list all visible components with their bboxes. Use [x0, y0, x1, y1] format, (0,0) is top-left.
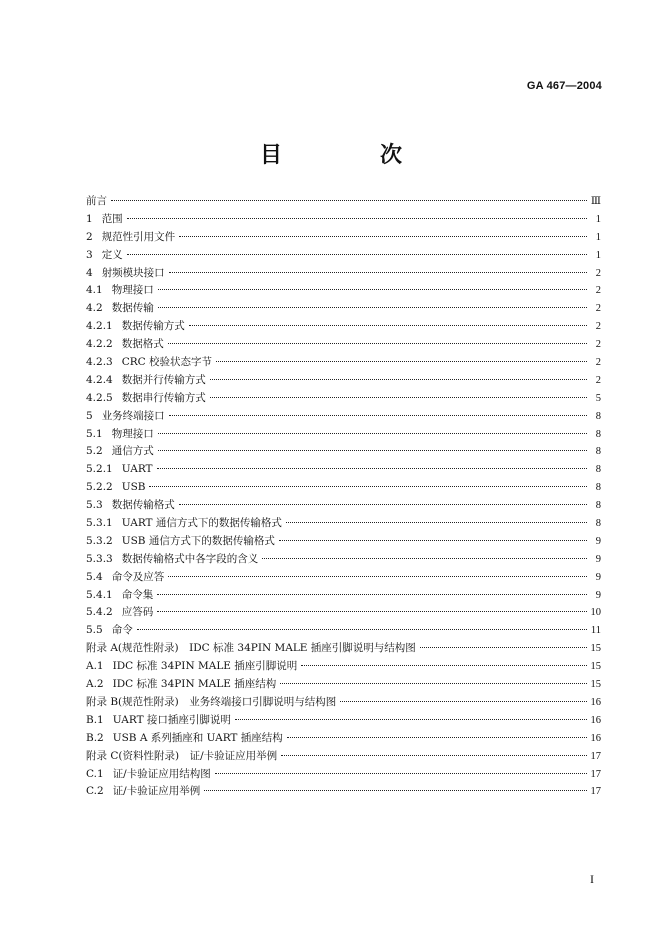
toc-entry[interactable]	[86, 408, 601, 426]
toc-entry-page: 8	[595, 410, 601, 422]
toc-entry-title: IDC 标准 34PIN MALE 插座结构	[112, 678, 277, 691]
toc-entry-page: 17	[590, 768, 601, 780]
dot-leader	[210, 379, 587, 380]
toc-entry-title: USB 通信方式下的数据传输格式	[121, 534, 275, 547]
toc-entry-title: 数据传输格式	[111, 499, 175, 512]
dot-leader	[157, 468, 587, 469]
toc-entry-number: 4.2	[86, 302, 103, 315]
toc-entry-title: 应答码	[121, 606, 154, 619]
toc-entry[interactable]	[86, 712, 601, 730]
toc-entry-page: 15	[590, 643, 601, 655]
toc-entry[interactable]	[86, 247, 601, 265]
toc-entry-number: 5.2.2	[86, 481, 113, 494]
dot-leader	[279, 540, 587, 541]
toc-entry-title: 通信方式	[111, 445, 154, 458]
toc-entry-title: 数据串行传输方式	[121, 391, 206, 404]
dot-leader	[189, 325, 587, 326]
toc-entry-number: A.1	[86, 660, 104, 673]
toc-entry-number: 5.4.1	[86, 588, 113, 601]
dot-leader	[280, 683, 586, 684]
dot-leader	[340, 701, 586, 702]
toc-entry[interactable]	[86, 300, 601, 318]
toc-entry[interactable]	[86, 372, 601, 390]
toc-entry[interactable]	[86, 587, 601, 605]
toc-entry[interactable]	[86, 569, 601, 587]
toc-entry-title: 数据传输格式中各字段的含义	[121, 552, 259, 565]
dot-leader	[281, 755, 586, 756]
dot-leader	[262, 558, 587, 559]
toc-entry-number: 4.1	[86, 284, 103, 297]
toc-entry-number: 5	[86, 409, 93, 422]
toc-entry[interactable]	[86, 497, 601, 515]
toc-entry-page: 17	[590, 786, 601, 798]
dot-leader	[127, 218, 587, 219]
toc-entry-page: 2	[595, 339, 601, 351]
toc-entry[interactable]	[86, 515, 601, 533]
toc-entry-number: 4.2.4	[86, 373, 113, 386]
toc-entry[interactable]	[86, 533, 601, 551]
toc-entry-page: 16	[590, 732, 601, 744]
toc-entry-title: 命令集	[121, 588, 154, 601]
toc-entry[interactable]	[86, 282, 601, 300]
toc-entry-title: 数据传输	[111, 302, 154, 315]
toc-entry-page: 15	[590, 679, 601, 691]
toc-entry-page: 2	[595, 285, 601, 297]
toc-entry-number: 5.3.2	[86, 534, 113, 547]
dot-leader	[137, 629, 587, 630]
toc-entry-page: 1	[595, 249, 601, 261]
dot-leader	[215, 773, 587, 774]
toc-entry-number: C.2	[86, 785, 104, 798]
toc-entry[interactable]	[86, 640, 601, 658]
toc-entry-title: 证/卡验证应用举例	[112, 785, 201, 798]
page-number: I	[590, 872, 594, 886]
toc-entry-number: 5.2	[86, 445, 103, 458]
toc-entry-number: 5.4.2	[86, 606, 113, 619]
toc-entry[interactable]	[86, 766, 601, 784]
toc-entry[interactable]	[86, 461, 601, 479]
toc-entry-number: B.2	[86, 731, 104, 744]
toc-entry-number: 5.3.1	[86, 517, 113, 530]
dot-leader	[157, 594, 587, 595]
toc-entry-title: 附录 B(规范性附录) 业务终端接口引脚说明与结构图	[86, 695, 337, 708]
toc-entry-page: 9	[595, 589, 601, 601]
toc-entry[interactable]	[86, 265, 601, 283]
toc-entry-page: 8	[595, 500, 601, 512]
toc-entry-number: 1	[86, 212, 93, 225]
dot-leader	[158, 450, 587, 451]
toc-entry-title: 附录 A(规范性附录) IDC 标准 34PIN MALE 插座引脚说明与结构图	[86, 642, 416, 655]
toc-entry-page: Ⅲ	[590, 196, 601, 207]
toc-entry-number: 4	[86, 266, 93, 279]
dot-leader	[210, 397, 587, 398]
toc-entry-page: 16	[590, 714, 601, 726]
toc-entry-page: 15	[590, 661, 601, 673]
toc-entry-title: 附录 C(资料性附录) 证/卡验证应用举例	[86, 749, 278, 762]
toc-entry[interactable]	[86, 694, 601, 712]
toc-entry-title: CRC 校验状态字节	[121, 356, 213, 369]
dot-leader	[157, 611, 586, 612]
toc-entry[interactable]	[86, 748, 601, 766]
toc-entry[interactable]	[86, 622, 601, 640]
dot-leader	[287, 737, 587, 738]
toc-entry-number: 5.3.3	[86, 552, 113, 565]
toc-entry[interactable]	[86, 783, 601, 801]
toc-entry-title: 物理接口	[111, 284, 154, 297]
dot-leader	[168, 343, 587, 344]
toc-entry-page: 9	[595, 571, 601, 583]
toc-entry-page: 9	[595, 535, 601, 547]
dot-leader	[158, 289, 587, 290]
dot-leader	[127, 254, 587, 255]
toc-entry-number: 5.3	[86, 499, 103, 512]
dot-leader	[149, 486, 587, 487]
toc-entry[interactable]	[86, 676, 601, 694]
dot-leader	[286, 522, 587, 523]
toc-entry-page: 2	[595, 357, 601, 369]
toc-entry-title: 业务终端接口	[101, 409, 165, 422]
toc-entry-page: 11	[590, 625, 601, 637]
toc-entry-title: 数据传输方式	[121, 320, 185, 333]
toc-entry-page: 10	[590, 607, 601, 619]
toc-entry[interactable]	[86, 390, 601, 408]
dot-leader	[235, 719, 587, 720]
toc-entry[interactable]	[86, 426, 601, 444]
toc-entry-page: 8	[595, 464, 601, 476]
toc-entry-page: 1	[595, 231, 601, 243]
toc-entry-page: 2	[595, 321, 601, 333]
dot-leader	[169, 415, 587, 416]
toc-entry[interactable]	[86, 193, 601, 211]
toc-entry-page: 2	[595, 303, 601, 315]
toc-entry-number: 5.1	[86, 427, 103, 440]
toc-entry[interactable]	[86, 336, 601, 354]
toc-entry-title: USB A 系列插座和 UART 插座结构	[112, 731, 283, 744]
dot-leader	[158, 307, 587, 308]
toc-entry-title: 规范性引用文件	[101, 230, 176, 243]
toc-entry[interactable]	[86, 604, 601, 622]
toc-entry[interactable]	[86, 211, 601, 229]
toc-entry-page: 5	[595, 392, 601, 404]
toc-entry-title: 前言	[86, 195, 107, 207]
toc-entry-title: USB	[121, 481, 146, 494]
toc-entry-number: 2	[86, 230, 93, 243]
toc-entry[interactable]	[86, 443, 601, 461]
dot-leader	[216, 361, 587, 362]
toc-entry-page: 8	[595, 428, 601, 440]
toc-entry-number: 4.2.5	[86, 391, 113, 404]
dot-leader	[179, 504, 587, 505]
toc-entry[interactable]	[86, 730, 601, 748]
toc-entry-title: 数据格式	[121, 338, 164, 351]
toc-entry-page: 9	[595, 553, 601, 565]
toc-entry-page: 8	[595, 518, 601, 530]
dot-leader	[301, 665, 586, 666]
toc-entry-title: UART 通信方式下的数据传输格式	[121, 517, 282, 530]
toc-entry-number: A.2	[86, 678, 104, 691]
toc-entry-title: UART	[121, 463, 153, 476]
dot-leader	[168, 576, 587, 577]
toc-entry-number: 4.2.2	[86, 338, 113, 351]
toc-entry[interactable]	[86, 354, 601, 372]
toc-entry-page: 8	[595, 482, 601, 494]
toc-entry-title: 数据并行传输方式	[121, 373, 206, 386]
toc-entry-number: 4.2.1	[86, 320, 113, 333]
table-of-contents	[86, 193, 601, 801]
dot-leader	[158, 433, 587, 434]
toc-entry-page: 16	[590, 696, 601, 708]
dot-leader	[169, 272, 587, 273]
page-title: 目 次	[259, 143, 440, 168]
toc-entry[interactable]	[86, 551, 601, 569]
toc-entry-page: 2	[595, 267, 601, 279]
toc-entry-title: 物理接口	[111, 427, 154, 440]
dot-leader	[204, 790, 586, 791]
toc-entry-number: C.1	[86, 767, 104, 780]
toc-entry-title: 命令及应答	[111, 570, 165, 583]
toc-entry-title: IDC 标准 34PIN MALE 插座引脚说明	[112, 660, 298, 673]
document-code: GA 467—2004	[526, 80, 602, 92]
toc-entry-number: 3	[86, 248, 93, 261]
toc-entry-page: 2	[595, 374, 601, 386]
toc-entry[interactable]	[86, 229, 601, 247]
toc-entry-page: 17	[590, 750, 601, 762]
dot-leader	[111, 200, 587, 201]
toc-entry-number: 5.5	[86, 624, 103, 637]
toc-entry-title: 证/卡验证应用结构图	[112, 767, 211, 780]
dot-leader	[420, 647, 587, 648]
toc-entry-number: B.1	[86, 713, 104, 726]
toc-entry[interactable]	[86, 318, 601, 336]
dot-leader	[179, 236, 587, 237]
toc-entry-title: 定义	[101, 248, 123, 261]
toc-entry-title: 命令	[111, 624, 133, 637]
toc-entry-page: 8	[595, 446, 601, 458]
toc-entry[interactable]	[86, 658, 601, 676]
toc-entry-number: 5.4	[86, 570, 103, 583]
toc-entry-title: UART 接口插座引脚说明	[112, 713, 231, 726]
toc-entry-number: 5.2.1	[86, 463, 113, 476]
toc-entry-page: 1	[595, 213, 601, 225]
toc-entry-title: 射频模块接口	[101, 266, 165, 279]
toc-entry-number: 4.2.3	[86, 356, 113, 369]
toc-entry[interactable]	[86, 479, 601, 497]
toc-entry-title: 范围	[101, 212, 123, 225]
